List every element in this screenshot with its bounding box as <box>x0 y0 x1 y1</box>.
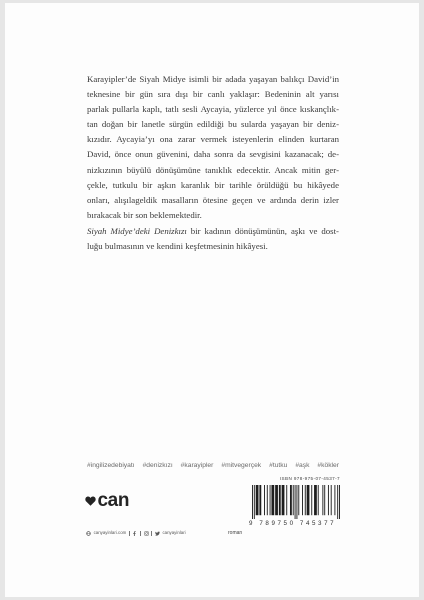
twitter-icon <box>155 531 160 536</box>
heart-icon <box>85 496 96 506</box>
barcode-bar <box>295 485 296 519</box>
barcode-bar <box>286 485 287 515</box>
barcode-bar <box>307 485 310 515</box>
globe-icon <box>86 531 91 536</box>
separator <box>129 531 130 536</box>
blurb-line: tan doğan bir lanetle sürgün edildiği bu sularda yaşayan bir deniz- <box>87 119 339 130</box>
blurb-line: teknesine bir gün sıra dışı bir canlı yaklaşır: Bedeninin alt yarısı <box>87 89 339 100</box>
barcode-bar <box>267 485 268 515</box>
barcode-bar <box>298 485 299 515</box>
book-title-italic: Siyah Midye’deki Denizkızı <box>87 225 187 236</box>
blurb-line: onları, alışılageldik masalların ötesine geçen ve ardında derin izler <box>87 194 339 205</box>
blurb-line: Karayipler’de Siyah Midye isimli bir adada yaşayan balıkçı David’in <box>87 74 339 84</box>
blurb-line: nizkızının büyülü dönüşümüne tanıklık edecektir. Ancak mitin ger- <box>87 164 339 175</box>
blurb-paragraph-1 <box>87 72 339 223</box>
barcode-bar <box>271 485 274 515</box>
blurb-line <box>87 224 339 239</box>
blurb-line: luğu bulmasının ve kendini keşfetmesinin hikâyesi. <box>87 241 268 252</box>
blurb-line: çekle, tutkulu bir aşkın karanlık bir tarihle örüldüğü bu hikâyede <box>87 179 339 190</box>
barcode-bar <box>275 485 278 515</box>
barcode-bar <box>302 485 303 515</box>
barcode-bar <box>324 485 325 515</box>
barcode-bar <box>305 485 306 515</box>
blurb-text <box>87 72 339 254</box>
barcode-bar <box>290 485 292 515</box>
blurb-paragraph-2 <box>87 224 339 254</box>
barcode-bar <box>256 485 259 515</box>
barcode <box>252 485 340 519</box>
barcode-bar <box>314 485 317 515</box>
barcode-bar <box>296 485 297 519</box>
barcode-bar <box>337 485 338 519</box>
barcode-bar <box>264 485 265 515</box>
barcode-bar <box>293 485 294 515</box>
barcode-bar <box>279 485 281 515</box>
barcode-bar <box>334 485 335 515</box>
blurb-line: kızıdır. Aycayia’yı ona zarar vermek isteyenlerin elinden kurtaran <box>87 134 339 145</box>
instagram-icon <box>144 531 149 536</box>
barcode-bar <box>259 485 261 515</box>
barcode-bar <box>331 485 332 515</box>
website-text: canyayinlari.com <box>93 530 127 535</box>
publisher-footer <box>86 529 186 537</box>
blurb-line: David, önce onun güvenini, daha sonra da sevgisini kazanacak; de- <box>87 149 339 160</box>
separator <box>140 531 141 536</box>
barcode-bar <box>328 485 329 515</box>
facebook-icon <box>132 531 137 536</box>
publisher-wordmark: can <box>97 490 130 511</box>
barcode-bar <box>318 485 319 515</box>
barcode-bar <box>282 485 285 515</box>
separator <box>151 531 152 536</box>
hashtags: #ingilizedebiyatı #denizkızı #karayipler #mitvegerçek #tutku #aşk #kökler <box>87 462 339 469</box>
isbn: ISBN 978-975-07-4537-7 <box>279 476 340 481</box>
blurb-line-rest: bir kadının dönüşümünün, aşkı ve dost- <box>186 225 339 236</box>
blurb-line: parlak pullarla kaplı, tatlı sesli Aycayia, yüzlerce yıl önce kıskançlık- <box>87 104 339 115</box>
barcode-bar <box>254 485 255 519</box>
social-handle: canyayinlari <box>162 530 186 535</box>
barcode-bar <box>339 485 340 519</box>
genre-label: roman <box>228 530 243 536</box>
barcode-bar <box>311 485 312 515</box>
publisher-logo <box>85 489 129 510</box>
barcode-number: 9 789750 745377 <box>249 520 337 527</box>
barcode-bar <box>322 485 323 515</box>
blurb-line: bırakacak bir son beklemektedir. <box>87 209 202 220</box>
barcode-bar <box>252 485 253 519</box>
barcode-bar <box>270 485 271 515</box>
